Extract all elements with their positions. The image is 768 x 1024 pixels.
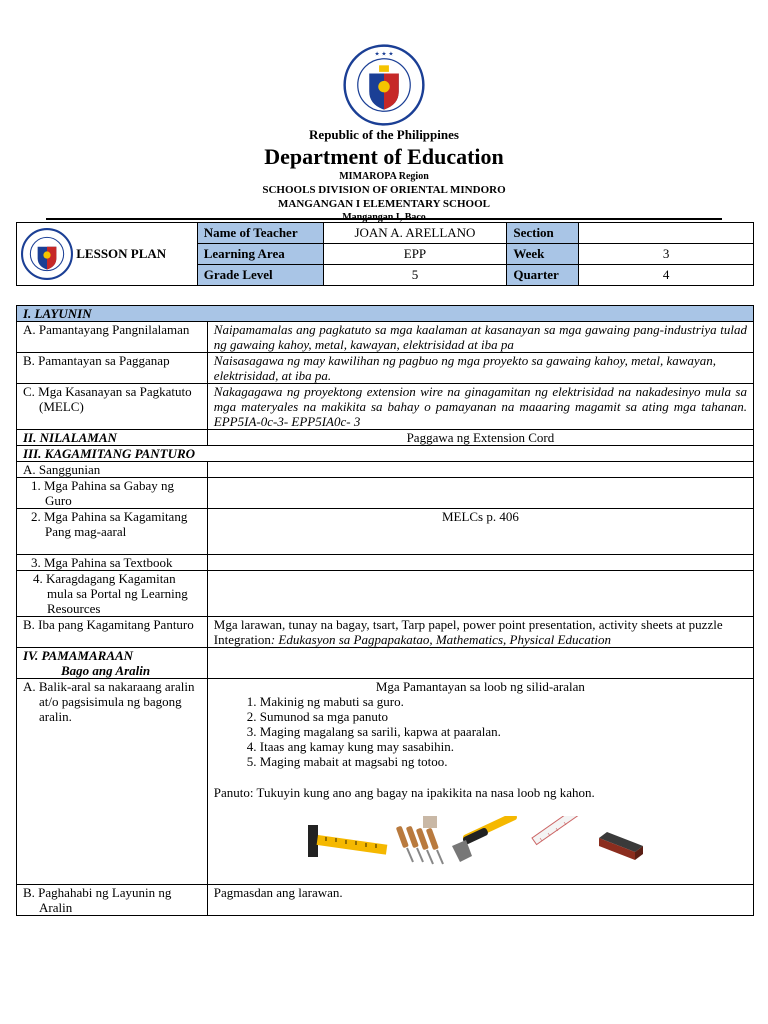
- teacher-label: Name of Teacher: [197, 223, 323, 244]
- area-label: Learning Area: [197, 244, 323, 265]
- section-layunin: I. LAYUNIN: [17, 306, 754, 322]
- week-value: 3: [579, 244, 754, 265]
- quarter-value: 4: [579, 265, 754, 286]
- panuto-text: Panuto: Tukuyin kung ano ang bagay na ipakikita na nasa loob ng kahon.: [213, 785, 595, 800]
- area-value: EPP: [323, 244, 507, 265]
- row-label-c: C. Mga Kasanayan sa Pagkatuto (MELC): [17, 384, 208, 430]
- rule-item: 1. Makinig ng mabuti sa guro.: [260, 694, 747, 709]
- teacher-value: JOAN A. ARELLANO: [323, 223, 507, 244]
- claw-hammer-icon: [452, 816, 524, 866]
- row-label-b: B. Pamantayan sa Pagganap: [17, 353, 208, 384]
- row-value-a: Naipamamalas ang pagkatuto sa mga kaalaman at kasanayan sa mga gawaing pang-industriya tulad ng gawaing kahoy, metal, kawayan, elektrisidad at iba pa: [207, 322, 753, 353]
- nilalaman-value: Paggawa ng Extension Cord: [207, 430, 753, 446]
- tools-strip: [214, 816, 747, 872]
- s3-value: [207, 555, 753, 571]
- row-value-c: Nakagagawa ng proyektong extension wire na ginagamitan ng elektrisidad na nakadesinyo mula sa mga materyales na makikita sa bahay o pamayanan na maaaring magamit sa ating mga tahanan. EPP5IA-0c-3- EPP5IA0c- 3: [207, 384, 753, 430]
- lesson-plan-cell: [17, 223, 198, 286]
- integration-label: Integration: [213, 632, 271, 647]
- s2-value: MELCs p. 406: [207, 509, 753, 555]
- grade-value: 5: [323, 265, 507, 286]
- document-header: [0, 44, 768, 224]
- rules-list: [214, 694, 747, 769]
- chisel-set-icon: [393, 816, 449, 866]
- svg-text:★ ★ ★: ★ ★ ★: [374, 51, 394, 58]
- pamamaraan-value: [207, 648, 753, 679]
- s1-label: 1. Mga Pahina sa Gabay ng Guro: [17, 478, 208, 509]
- sanggunian-value: [207, 462, 753, 478]
- header-divider: [46, 218, 722, 220]
- s4-value: [207, 571, 753, 617]
- lesson-info-table: [16, 222, 754, 286]
- republic-line: Republic of the Philippines: [309, 127, 459, 142]
- deped-seal-icon: [343, 44, 425, 126]
- section-value: [579, 223, 754, 244]
- integration-line: [214, 632, 747, 647]
- row-value-b: Naisasagawa ng may kawilihan ng pagbuo ng mga proyekto sa gawaing kahoy, metal, kawayan, elektrisidad, at iba pa.: [207, 353, 753, 384]
- lesson-plan-label: LESSON PLAN: [76, 246, 167, 261]
- balik-label: A. Balik-aral sa nakaraang aralin at/o pagsisimula ng bagong aralin.: [17, 679, 208, 885]
- quarter-label: Quarter: [507, 265, 579, 286]
- try-square-icon: [306, 821, 390, 861]
- iba-label: B. Iba pang Kagamitang Panturo: [17, 617, 208, 648]
- s1-value: [207, 478, 753, 509]
- section-kagamitan: III. KAGAMITANG PANTURO: [17, 446, 754, 462]
- pamamaraan-cell: [17, 648, 208, 679]
- week-label: Week: [507, 244, 579, 265]
- ruler-icon: [528, 816, 592, 866]
- bago-label: Bago ang Aralin: [61, 663, 151, 678]
- paghahabi-value: Pagmasdan ang larawan.: [207, 885, 753, 916]
- sharpening-stone-icon: [595, 816, 651, 866]
- lesson-plan-table: [16, 305, 754, 916]
- rule-item: 4. Itaas ang kamay kung may sasabihin.: [260, 739, 747, 754]
- rule-item: 3. Maging magalang sa sarili, kapwa at paaralan.: [260, 724, 747, 739]
- sanggunian-label: A. Sanggunian: [17, 462, 208, 478]
- s4-label: 4. Karagdagang Kagamitan mula sa Portal ng Learning Resources: [17, 571, 208, 617]
- section-nilalaman: II. NILALAMAN: [17, 430, 208, 446]
- s2-label: 2. Mga Pahina sa Kagamitang Pang mag-aaral: [17, 509, 208, 555]
- row-label-a: A. Pamantayang Pangnilalaman: [17, 322, 208, 353]
- rule-item: 5. Maging mabait at magsabi ng totoo.: [260, 754, 747, 769]
- grade-label: Grade Level: [197, 265, 323, 286]
- rules-title: Mga Pamantayan sa loob ng silid-aralan: [375, 679, 585, 694]
- section-pamamaraan: IV. PAMAMARAAN: [23, 648, 134, 663]
- school-line: MANGANGAN I ELEMENTARY SCHOOL: [278, 198, 490, 210]
- integration-value: : Edukasyon sa Pagpapakatao, Mathematics, Physical Education: [270, 632, 611, 647]
- region-line: MIMAROPA Region: [339, 171, 429, 182]
- section-label: Section: [507, 223, 579, 244]
- iba-cell: [207, 617, 753, 648]
- s3-label: 3. Mga Pahina sa Textbook: [17, 555, 208, 571]
- paghahabi-label: B. Paghahabi ng Layunin ng Aralin: [17, 885, 208, 916]
- department-title: Department of Education: [264, 144, 504, 169]
- rule-item: 2. Sumunod sa mga panuto: [260, 709, 747, 724]
- balik-cell: [207, 679, 753, 885]
- iba-value: Mga larawan, tunay na bagay, tsart, Tarp papel, power point presentation, activity sheets at puzzle: [213, 617, 723, 632]
- division-line: SCHOOLS DIVISION OF ORIENTAL MINDORO: [262, 184, 506, 196]
- deped-seal-small-icon: [21, 228, 73, 280]
